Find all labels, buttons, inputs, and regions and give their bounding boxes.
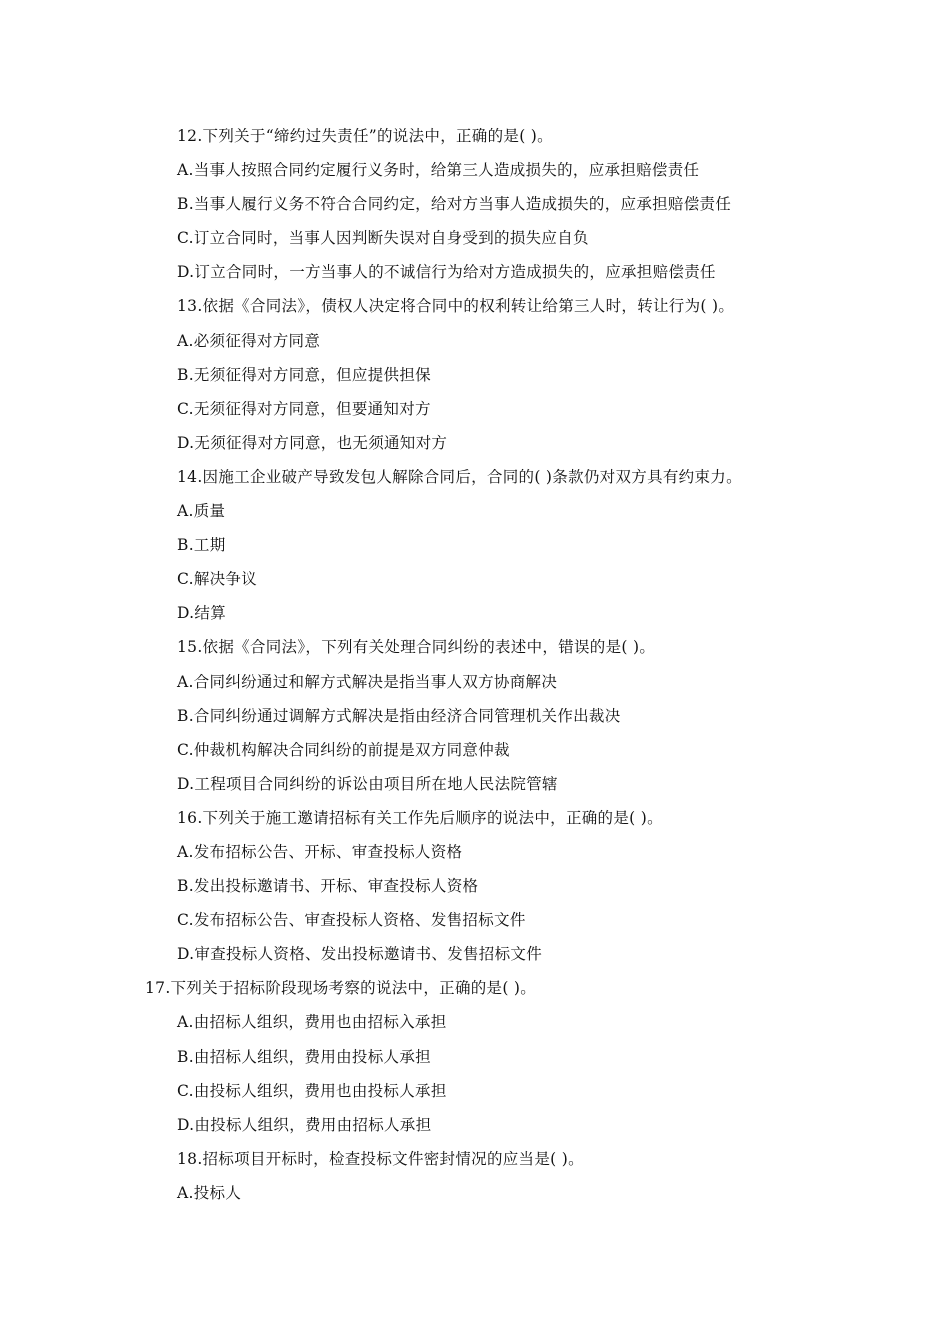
option-14-b: B.工期	[177, 536, 226, 555]
option-16-c: C.发布招标公告、审查投标人资格、发售招标文件	[177, 911, 526, 930]
option-15-d: D.工程项目合同纠纷的诉讼由项目所在地人民法院管辖	[177, 774, 558, 793]
option-13-d: D.无须征得对方同意，也无须通知对方	[177, 433, 448, 452]
option-14-a: A.质量	[177, 502, 226, 521]
option-17-a: A.由招标人组织，费用也由招标入承担	[177, 1013, 447, 1032]
document-body	[0, 119, 950, 1210]
option-15-a: A.合同纠纷通过和解方式解决是指当事人双方协商解决	[177, 672, 558, 691]
option-16-d: D.审查投标人资格、发出投标邀请书、发售招标文件	[177, 945, 543, 964]
option-15-b: B.合同纠纷通过调解方式解决是指由经济合同管理机关作出裁决	[177, 706, 621, 725]
question-18: 18.招标项目开标时，检查投标文件密封情况的应当是( )。	[177, 1149, 584, 1168]
question-15: 15.依据《合同法》，下列有关处理合同纠纷的表述中，错误的是( )。	[177, 638, 656, 657]
option-14-d: D.结算	[177, 604, 227, 623]
option-12-b: B.当事人履行义务不符合合同约定，给对方当事人造成损失的，应承担赔偿责任	[177, 195, 732, 214]
option-18-a: A.投标人	[177, 1183, 242, 1202]
question-16: 16.下列关于施工邀请招标有关工作先后顺序的说法中，正确的是( )。	[177, 808, 663, 827]
option-13-a: A.必须征得对方同意	[177, 331, 321, 350]
question-13: 13.依据《合同法》，债权人决定将合同中的权利转让给第三人时，转让行为( )。	[177, 297, 735, 316]
option-16-b: B.发出投标邀请书、开标、审查投标人资格	[177, 877, 479, 896]
option-17-b: B.由招标人组织，费用由投标人承担	[177, 1047, 431, 1066]
option-12-c: C.订立合同时，当事人因判断失误对自身受到的损失应自负	[177, 229, 589, 248]
option-16-a: A.发布招标公告、开标、审查投标人资格	[177, 842, 463, 861]
option-12-d: D.订立合同时，一方当事人的不诚信行为给对方造成损失的，应承担赔偿责任	[177, 263, 716, 282]
option-17-d: D.由投标人组织，费用由招标人承担	[177, 1115, 432, 1134]
question-12: 12.下列关于“缔约过失责任”的说法中，正确的是( )。	[177, 127, 553, 145]
option-15-c: C.仲裁机构解决合同纠纷的前提是双方同意仲裁	[177, 740, 510, 759]
option-13-b: B.无须征得对方同意，但应提供担保	[177, 365, 431, 384]
option-12-a: A.当事人按照合同约定履行义务时，给第三人造成损失的，应承担赔偿责任	[177, 161, 700, 180]
option-13-c: C.无须征得对方同意，但要通知对方	[177, 399, 431, 418]
option-17-c: C.由投标人组织，费用也由投标人承担	[177, 1081, 447, 1100]
question-17: 17.下列关于招标阶段现场考察的说法中，正确的是( )。	[145, 979, 537, 998]
option-14-c: C.解决争议	[177, 570, 258, 589]
question-14: 14.因施工企业破产导致发包人解除合同后，合同的( )条款仍对双方具有约束力。	[177, 467, 742, 486]
